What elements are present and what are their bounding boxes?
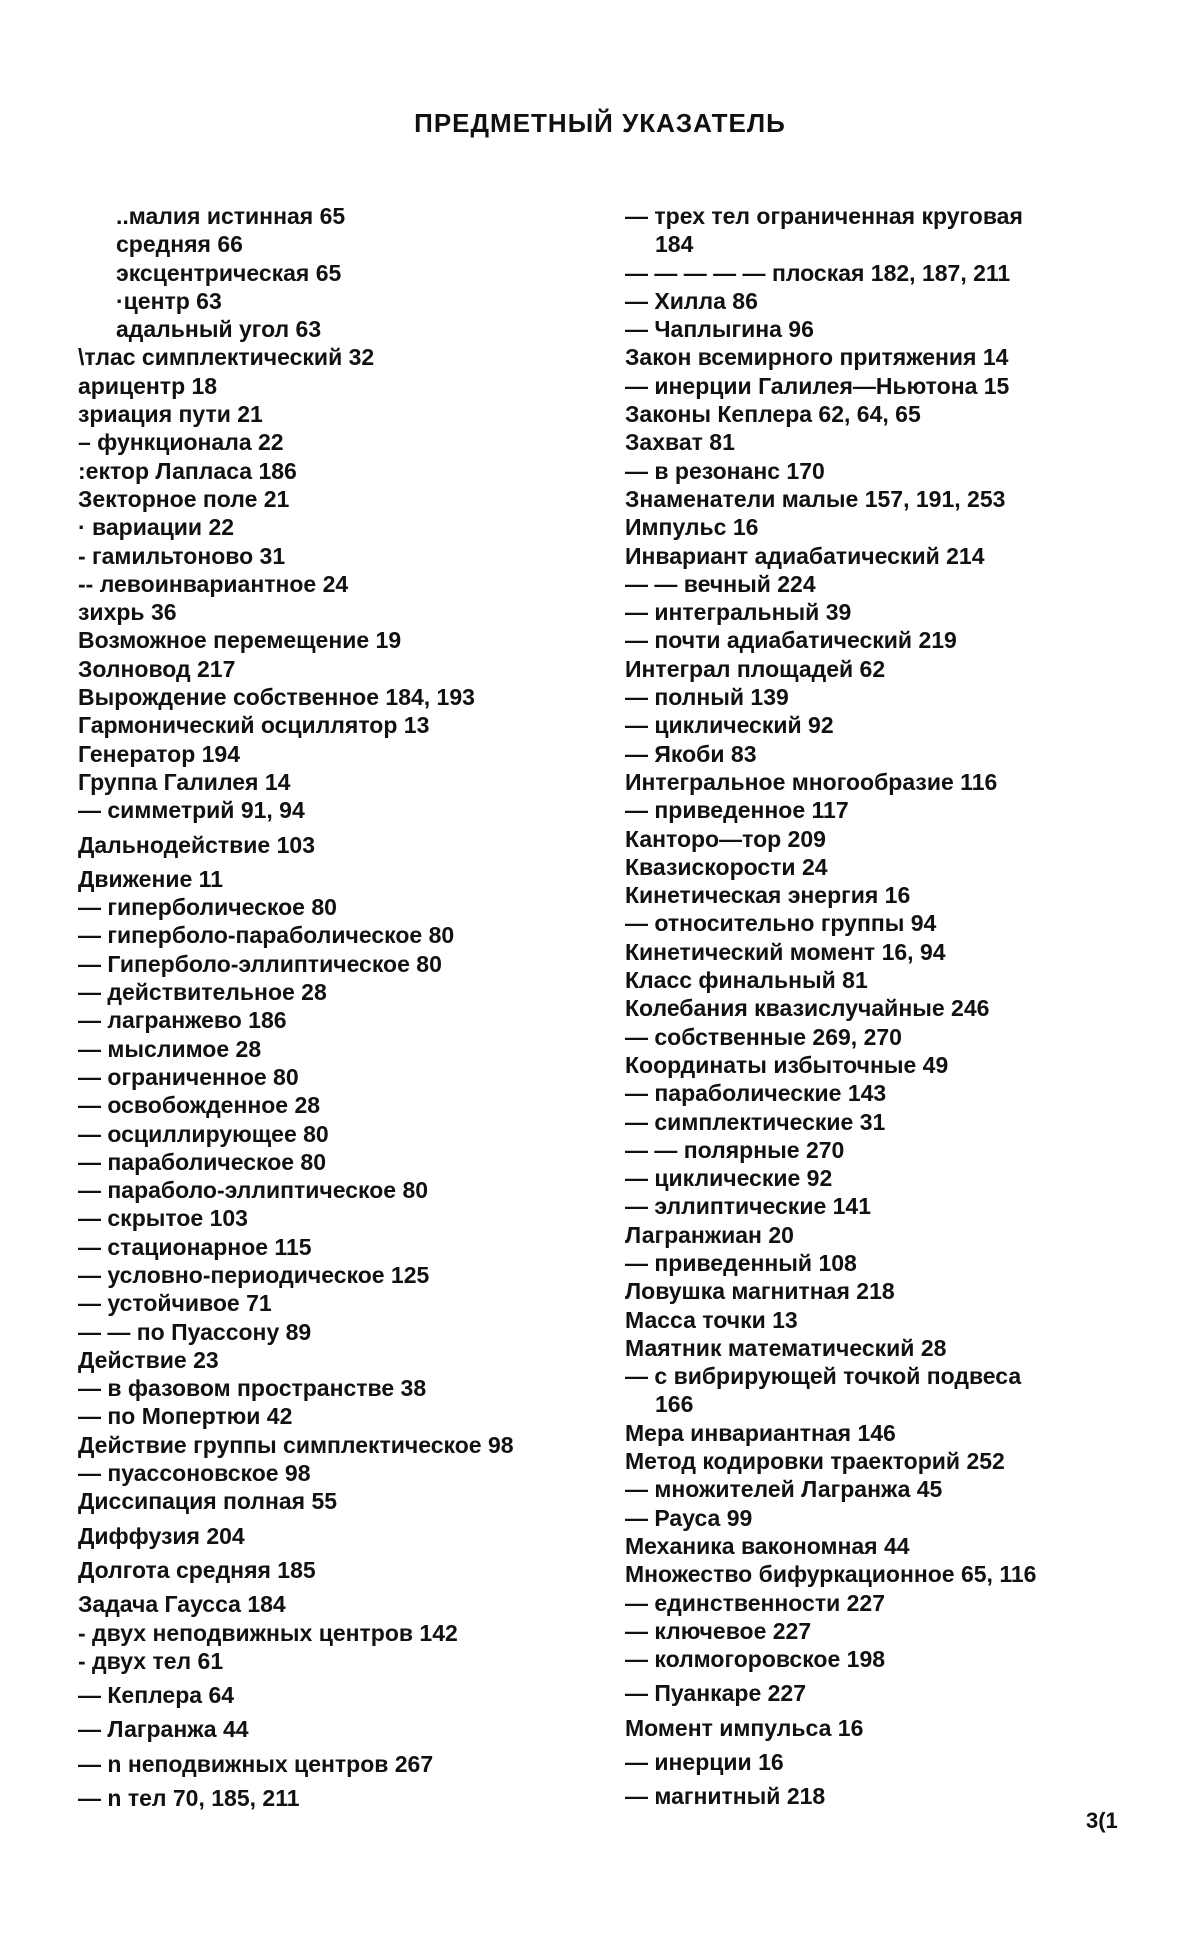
index-entry: Кинетическая энергия 16 <box>625 882 911 909</box>
index-entry: — множителей Лагранжа 45 <box>625 1476 943 1503</box>
index-entry: — собственные 269, 270 <box>625 1023 902 1050</box>
index-entry: Задача Гаусса 184 <box>78 1591 286 1618</box>
index-entry: — n неподвижных центров 267 <box>78 1750 434 1777</box>
index-entry: Гармонический осциллятор 13 <box>78 712 430 739</box>
index-entry: Колебания квазислучайные 246 <box>625 995 990 1022</box>
index-entry: Масса точки 13 <box>625 1306 798 1333</box>
index-entry: - двух неподвижных центров 142 <box>78 1619 458 1646</box>
index-entry: адальный угол 63 <box>116 316 322 343</box>
index-entry: — циклический 92 <box>625 712 834 739</box>
index-entry: Импульс 16 <box>625 514 759 541</box>
index-entry-text: — с вибрирующей точкой подвеса <box>625 1363 1022 1390</box>
index-entry: Зекторное поле 21 <box>78 485 290 512</box>
index-entry: — в резонанс 170 <box>625 457 825 484</box>
index-entry: — Гиперболо-эллиптическое 80 <box>78 950 442 977</box>
index-entry: — осциллирующее 80 <box>78 1120 329 1147</box>
index-entry: Инвариант адиабатический 214 <box>625 542 985 569</box>
index-entry: — условно-периодическое 125 <box>78 1261 430 1288</box>
index-entry: ..малия истинная 65 <box>116 203 346 229</box>
index-entry: Вырождение собственное 184, 193 <box>78 684 475 711</box>
index-entry: Движение 11 <box>78 865 223 892</box>
index-entry: — параболо-эллиптическое 80 <box>78 1177 429 1204</box>
index-entry-page: 184 <box>655 231 694 258</box>
index-entry: Механика вакономная 44 <box>625 1532 910 1559</box>
index-entry <box>625 1362 1130 1419</box>
index-entry: Множество бифуркационное 65, 116 <box>625 1561 1037 1588</box>
index-entry: — приведенный 108 <box>625 1249 857 1276</box>
index-entry: — — — — — плоская 182, 187, 211 <box>625 259 1011 286</box>
index-entry: — циклические 92 <box>625 1165 833 1192</box>
index-entry: - гамильтоново 31 <box>78 542 286 569</box>
index-entry: Действие группы симплектическое 98 <box>78 1431 514 1458</box>
index-entry: Координаты избыточные 49 <box>625 1051 949 1078</box>
index-entry: \тлас симплектический 32 <box>78 344 375 371</box>
index-entry: — лагранжево 186 <box>78 1007 287 1034</box>
index-entry: зриация пути 21 <box>78 401 263 428</box>
index-entry: — колмогоровское 198 <box>625 1646 886 1673</box>
index-entry: — в фазовом пространстве 38 <box>78 1375 427 1402</box>
index-entry: Момент импульса 16 <box>625 1714 864 1741</box>
index-entry: Квазискорости 24 <box>625 853 828 880</box>
index-entry: — гиперболо-параболическое 80 <box>78 922 455 949</box>
index-entry: — освобожденное 28 <box>78 1092 321 1119</box>
index-entry: Действие 23 <box>78 1346 219 1373</box>
index-entry: Генератор 194 <box>78 740 241 767</box>
index-entry: — симметрий 91, 94 <box>78 797 305 824</box>
index-entry: — n тел 70, 185, 211 <box>78 1785 300 1812</box>
index-entry: — инерции Галилея—Ньютона 15 <box>625 372 1010 399</box>
index-column-left <box>78 202 598 1812</box>
index-entry: Захват 81 <box>625 429 735 456</box>
index-entry: ·центр 63 <box>116 287 222 314</box>
index-entry-page: 166 <box>655 1391 694 1418</box>
index-entry: Законы Кеплера 62, 64, 65 <box>625 401 921 428</box>
index-entry: Маятник математический 28 <box>625 1334 947 1361</box>
index-entry: — стационарное 115 <box>78 1233 312 1260</box>
index-entry: Мера инвариантная 146 <box>625 1419 896 1446</box>
index-entry: — по Мопертюи 42 <box>78 1403 293 1430</box>
index-entry: — относительно группы 94 <box>625 910 937 937</box>
index-entry: — — вечный 224 <box>625 570 816 597</box>
index-entry: · вариации 22 <box>78 514 235 541</box>
index-entry: Класс финальный 81 <box>625 967 868 994</box>
index-entry: — ключевое 227 <box>625 1617 812 1644</box>
index-entry: эксцентрическая 65 <box>116 259 342 286</box>
index-entry: Диффузия 204 <box>78 1522 245 1549</box>
index-entry: Кинетический момент 16, 94 <box>625 938 946 965</box>
index-entry: Возможное перемещение 19 <box>78 627 402 654</box>
index-entry: – функционала 22 <box>78 429 284 456</box>
index-entry: — интегральный 39 <box>625 599 852 626</box>
index-entry: — параболическое 80 <box>78 1148 327 1175</box>
index-entry: — симплектические 31 <box>625 1108 886 1135</box>
index-entry: — инерции 16 <box>625 1749 784 1776</box>
index-entry: - двух тел 61 <box>78 1647 224 1674</box>
index-entry: — пуассоновское 98 <box>78 1460 311 1487</box>
page-number: 3(1 <box>1086 1808 1118 1833</box>
index-entry: — почти адиабатический 219 <box>625 627 957 654</box>
index-entry: Канторо—тор 209 <box>625 825 826 852</box>
index-entry: — Пуанкаре 227 <box>625 1680 807 1707</box>
index-entry: Дальнодействие 103 <box>78 831 315 858</box>
index-entry: Группа Галилея 14 <box>78 768 291 795</box>
index-entry: — Якоби 83 <box>625 740 757 767</box>
index-entry: :ектор Лапласа 186 <box>78 457 297 484</box>
index-entry: средняя 66 <box>116 231 243 258</box>
index-entry: — Кеплера 64 <box>78 1682 235 1709</box>
index-entry: -- левоинвариантное 24 <box>78 570 349 597</box>
index-entry: — единственности 227 <box>625 1589 885 1616</box>
index-column-right <box>625 202 1130 1811</box>
index-entry: Интеграл площадей 62 <box>625 655 886 682</box>
index-entry <box>625 202 1130 259</box>
index-entry: — полный 139 <box>625 684 789 711</box>
index-entry: — магнитный 218 <box>625 1783 826 1810</box>
index-entry: — Рауса 99 <box>625 1504 753 1531</box>
index-entry: — приведенное 117 <box>625 797 849 824</box>
index-entry: — Лагранжа 44 <box>78 1716 249 1743</box>
index-entry: зихрь 36 <box>78 599 177 626</box>
index-entry: — эллиптические 141 <box>625 1193 872 1220</box>
index-entry: Диссипация полная 55 <box>78 1488 338 1515</box>
index-entry: Интегральное многообразие 116 <box>625 768 998 795</box>
index-entry: — — полярные 270 <box>625 1136 845 1163</box>
index-entry: — параболические 143 <box>625 1080 887 1107</box>
index-entry: Закон всемирного притяжения 14 <box>625 344 1009 371</box>
page-title: ПРЕДМЕТНЫЙ УКАЗАТЕЛЬ <box>414 108 786 138</box>
index-entry: — — по Пуассону 89 <box>78 1318 312 1345</box>
index-entry: — гиперболическое 80 <box>78 894 337 921</box>
index-entry: Метод кодировки траекторий 252 <box>625 1448 1005 1475</box>
index-entry: — действительное 28 <box>78 979 327 1006</box>
index-entry: — Чаплыгина 96 <box>625 316 814 343</box>
index-entry: арицентр 18 <box>78 372 218 399</box>
index-entry: — устойчивое 71 <box>78 1290 272 1317</box>
index-entry: — скрытое 103 <box>78 1205 248 1232</box>
index-entry: Долгота средняя 185 <box>78 1556 316 1583</box>
index-entry: — мыслимое 28 <box>78 1035 262 1062</box>
index-entry: Знаменатели малые 157, 191, 253 <box>625 485 1006 512</box>
index-entry-text: — трех тел ограниченная круговая <box>625 203 1023 229</box>
index-entry: Золновод 217 <box>78 655 236 682</box>
index-entry: Ловушка магнитная 218 <box>625 1278 895 1305</box>
index-entry: — ограниченное 80 <box>78 1063 299 1090</box>
index-entry: Лагранжиан 20 <box>625 1221 794 1248</box>
index-entry: — Хилла 86 <box>625 287 758 314</box>
